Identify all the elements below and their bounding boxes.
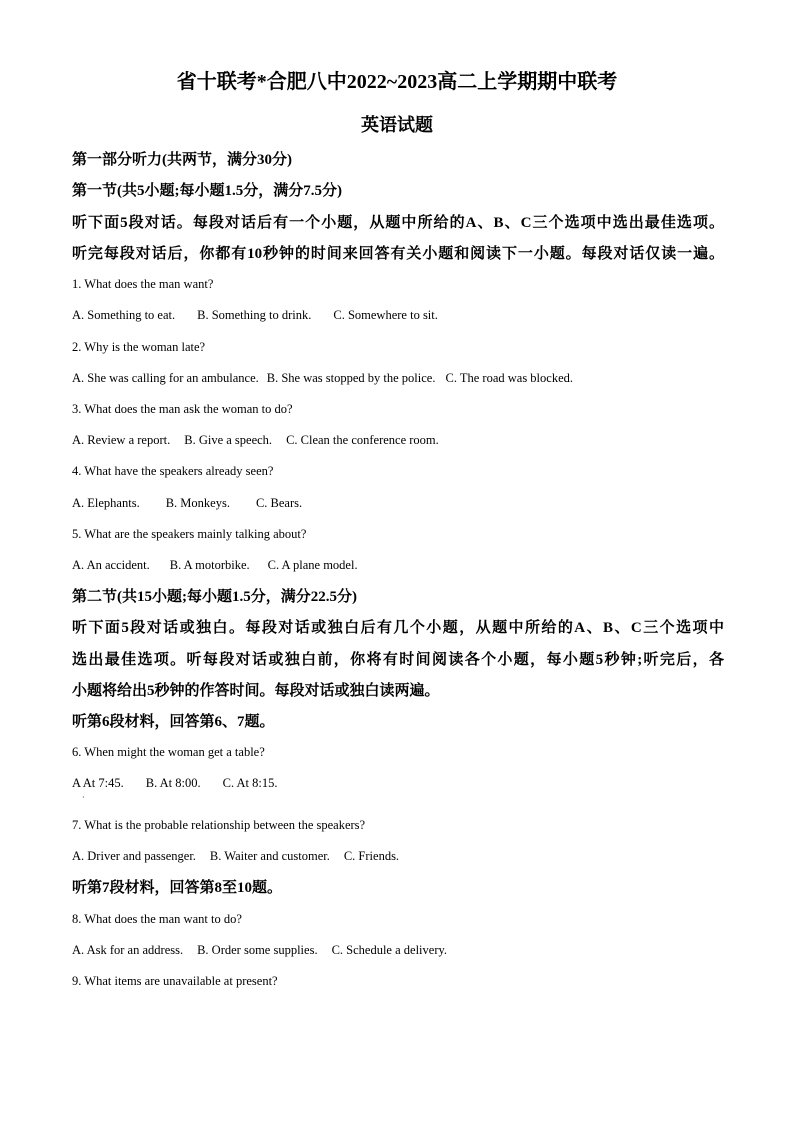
option-b: B. She was stopped by the police. [266, 371, 436, 385]
option-c: C. At 8:15. [222, 776, 278, 790]
question-9-stem: 9. What items are unavailable at present? [72, 974, 278, 988]
section2-heading: 第二节(共15小题;每小题1.5分，满分22.5分) [72, 589, 357, 605]
option-b: B. Waiter and customer. [209, 849, 330, 863]
option-b: B. Order some supplies. [197, 943, 318, 957]
question-4-options [72, 494, 302, 512]
exam-subtitle: 英语试题 [361, 115, 433, 135]
option-c: C. Clean the conference room. [286, 433, 439, 447]
option-a: A. Ask for an address. [72, 943, 184, 957]
section1-instruction-line: 听完每段对话后，你都有10秒钟的时间来回答有关小题和阅读下一小题。每段对话仅读一遍。 [72, 246, 724, 262]
section1-instruction-line: 听下面5段对话。每段对话后有一个小题，从题中所给的A、B、C三个选项中选出最佳选项。 [72, 215, 724, 231]
question-6-stem: 6. When might the woman get a table? [72, 745, 265, 759]
option-a: A. An accident. [72, 558, 150, 572]
option-a: A. Elephants. [72, 496, 140, 510]
question-5-stem: 5. What are the speakers mainly talking about? [72, 527, 307, 541]
stray-mark: · [82, 793, 85, 802]
question-3-options [72, 431, 439, 449]
option-a: A. Driver and passenger. [72, 849, 196, 863]
option-b: B. At 8:00. [145, 776, 201, 790]
question-6-options [72, 774, 278, 792]
option-b: B. Give a speech. [184, 433, 273, 447]
option-a: A. Review a report. [72, 433, 171, 447]
option-c: C. Schedule a delivery. [331, 943, 448, 957]
option-a: A. Something to eat. [72, 308, 176, 322]
question-5-options [72, 556, 358, 574]
question-2-options [72, 369, 573, 387]
question-1-stem: 1. What does the man want? [72, 277, 214, 291]
section1-heading: 第一节(共5小题;每小题1.5分，满分7.5分) [72, 183, 342, 199]
section2-instruction-line: 小题将给出5秒钟的作答时间。每段对话或独白读两遍。 [72, 683, 440, 699]
option-b: B. Monkeys. [165, 496, 230, 510]
option-b: B. A motorbike. [169, 558, 250, 572]
section2-instruction-line: 听下面5段对话或独白。每段对话或独白后有几个小题，从题中所给的A、B、C三个选项中 [72, 620, 724, 636]
option-c: C. Bears. [255, 496, 303, 510]
part1-heading: 第一部分听力(共两节，满分30分) [72, 152, 292, 168]
question-8-stem: 8. What does the man want to do? [72, 912, 242, 926]
question-8-options [72, 941, 447, 959]
question-3-stem: 3. What does the man ask the woman to do? [72, 402, 293, 416]
question-7-options [72, 847, 399, 865]
option-a: A At 7:45. [72, 776, 124, 790]
question-4-stem: 4. What have the speakers already seen? [72, 464, 274, 478]
material-7-heading: 听第7段材料，回答第8至10题。 [72, 880, 283, 896]
option-c: C. Friends. [343, 849, 400, 863]
question-7-stem: 7. What is the probable relationship between the speakers? [72, 818, 366, 832]
material-6-heading: 听第6段材料，回答第6、7题。 [72, 714, 275, 730]
option-c: C. The road was blocked. [445, 371, 573, 385]
question-1-options [72, 306, 438, 324]
option-c: C. A plane model. [267, 558, 358, 572]
exam-title: 省十联考*合肥八中2022~2023高二上学期期中联考 [176, 71, 618, 93]
option-b: B. Something to drink. [197, 308, 312, 322]
section2-instruction-line: 选出最佳选项。听每段对话或独白前，你将有时间阅读各个小题，每小题5秒钟;听完后，各 [72, 652, 724, 668]
option-c: C. Somewhere to sit. [333, 308, 438, 322]
question-2-stem: 2. Why is the woman late? [72, 340, 206, 354]
option-a: A. She was calling for an ambulance. [72, 371, 259, 385]
